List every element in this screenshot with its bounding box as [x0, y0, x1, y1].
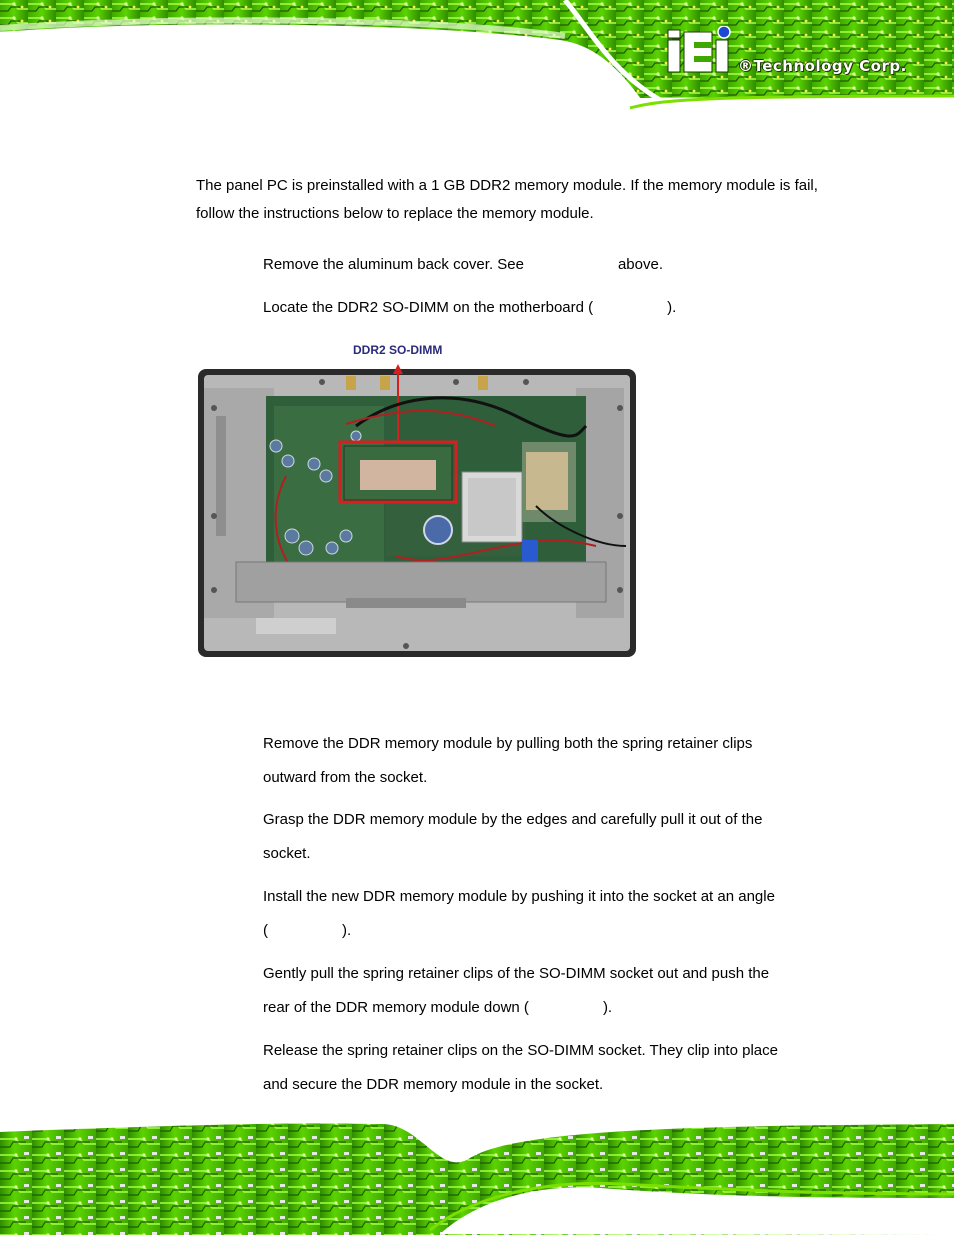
- step-2: [263, 291, 823, 325]
- logo-company-name: ®Technology Corp.: [738, 57, 907, 75]
- step-6: [263, 957, 823, 1025]
- step-2-text-end: ).: [667, 299, 677, 316]
- iei-logo: [664, 26, 934, 82]
- step-3: [263, 727, 823, 795]
- step-4: [263, 803, 823, 871]
- step-1: [263, 248, 823, 282]
- intro-paragraph: The panel PC is preinstalled with a 1 GB DDR2 memory module. If the memory module is fail, follow the instructions below to replace the memory module.: [196, 177, 818, 222]
- step-3-line-2: outward from the socket.: [263, 769, 428, 786]
- step-6-line-1: Gently pull the spring retainer clips of the SO-DIMM socket out and push the: [263, 965, 770, 982]
- step-5-line-1: Install the new DDR memory module by pushing it into the socket at an angle: [263, 888, 775, 905]
- step-6-line-2-end: ).: [602, 999, 613, 1016]
- step-4-line-2: socket.: [263, 845, 311, 862]
- step-6-line-2: rear of the DDR memory module down (: [263, 999, 529, 1016]
- motherboard-figure: [196, 336, 640, 662]
- step-1-text-end: above.: [617, 256, 664, 273]
- page-footer: [0, 1118, 954, 1235]
- step-5-line-2-end: ).: [342, 922, 352, 939]
- step-3-line-1: Remove the DDR memory module by pulling both the spring retainer clips: [263, 735, 753, 752]
- step-7-line-2: and secure the DDR memory module in the socket.: [263, 1076, 604, 1093]
- step-7-line-1: Release the spring retainer clips on the SO-DIMM socket. They clip into place: [263, 1042, 778, 1059]
- ddr2-so-dimm-callout: DDR2 SO-DIMM: [353, 343, 443, 357]
- page-header: [0, 0, 954, 112]
- step-4-line-1: Grasp the DDR memory module by the edges and carefully pull it out of the: [263, 811, 763, 828]
- iei-logo-mark-icon: [664, 26, 744, 76]
- step-2-text: Locate the DDR2 SO-DIMM on the motherboard (: [263, 299, 594, 316]
- circuit-board-footer-banner: [0, 1118, 954, 1235]
- step-7: [263, 1034, 823, 1102]
- motherboard-photo: [196, 336, 640, 662]
- step-5-line-2: (: [263, 922, 268, 939]
- step-5: [263, 880, 823, 948]
- step-1-text: Remove the aluminum back cover. See: [263, 256, 524, 273]
